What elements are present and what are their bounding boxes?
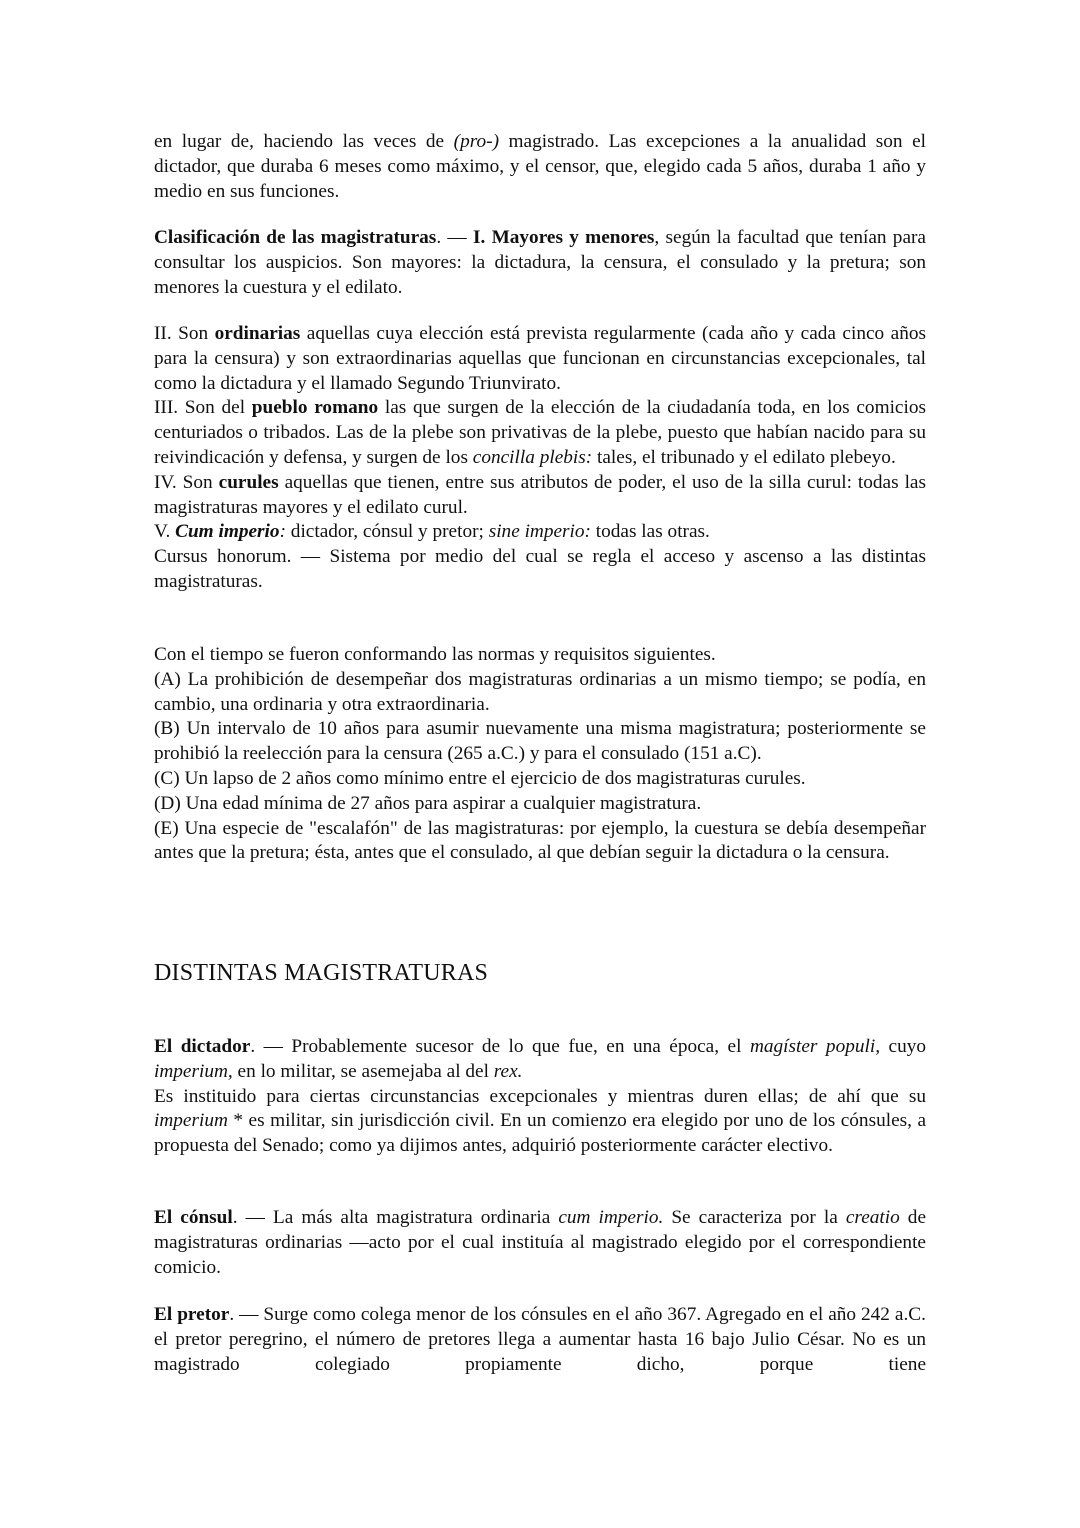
italic-text: (pro-)	[453, 131, 499, 152]
bold-text: pueblo romano	[251, 397, 379, 419]
text-run: . —	[436, 227, 473, 248]
bold-text: Clasificación de las magistraturas	[154, 227, 437, 248]
text-run: Se caracteriza por la	[663, 1207, 846, 1228]
text-run: (B) Un intervalo de 10 años para asumir nuevamente una misma magistratura; posteriormente se prohibió la reelección para la censura (265 a.C.) y para el consulado (151 a.C).	[154, 718, 926, 765]
paragraph	[154, 545, 926, 595]
section-requisitos-cursus	[154, 643, 926, 866]
italic-text: imperium,	[154, 1060, 233, 1082]
italic-text: cum imperio.	[558, 1207, 664, 1228]
text-run: tales, el tribunado y el edilato plebeyo.	[592, 446, 896, 468]
italic-text: creatio	[845, 1207, 900, 1228]
paragraph	[154, 130, 926, 204]
paragraph	[154, 226, 926, 300]
text-run: cuyo	[880, 1036, 926, 1057]
text-run: Con el tiempo se fueron conformando las normas y requisitos siguientes.	[154, 644, 716, 665]
bold-text: El pretor	[154, 1304, 230, 1325]
text-run: en lo militar, se asemejaba al del	[232, 1060, 494, 1082]
section-tipos-magistraturas	[154, 322, 926, 595]
text-run: de magistraturas ordinarias —acto por el cual instituía al magistrado elegido por el correspondiente comicio.	[154, 1207, 927, 1278]
paragraph	[154, 668, 926, 718]
italic-text: :	[279, 521, 286, 543]
paragraph	[154, 322, 926, 396]
text-run: Cursus honorum. — Sistema por medio del cual se regla el acceso y ascenso a las distintas magistraturas.	[154, 546, 926, 592]
text-run: . — La más alta magistratura ordinaria	[232, 1207, 559, 1228]
text-run: . — Probablemente sucesor de lo que fue, en una época, el	[250, 1036, 750, 1057]
italic-text: sine imperio:	[488, 521, 591, 543]
section-intro	[154, 130, 926, 204]
paragraph	[154, 643, 926, 668]
bold-text: curules	[218, 471, 279, 493]
italic-text: concilla plebis:	[472, 446, 593, 468]
paragraph	[154, 1035, 926, 1085]
text-run: las que surgen de la elección de la ciudadanía toda, en los comicios centuriados o tribados. Las de la plebe son privativas de la plebe, puesto que habían nacido para su reivindicación y defensa, y surgen de los	[154, 397, 926, 468]
italic-text: imperium	[154, 1110, 228, 1132]
text-run: * es militar, sin jurisdicción civil. En un comienzo era elegido por uno de los cónsules, a propuesta del Senado; como ya dijimos antes, adquirió posteriormente carácter electivo.	[154, 1110, 926, 1157]
text-run: (C) Un lapso de 2 años como mínimo entre el ejercicio de dos magistraturas curules.	[154, 767, 806, 789]
bold-text: El cónsul	[154, 1207, 233, 1228]
bold-text: ordinarias	[214, 323, 301, 344]
italic-text: rex.	[493, 1060, 523, 1082]
text-run: V.	[154, 521, 176, 543]
text-run: dictador, cónsul y pretor;	[285, 521, 489, 543]
section-dictador	[154, 1035, 926, 1159]
text-run: Es instituido para ciertas circunstancias excepcionales y mientras duren ellas; de ahí que su	[154, 1085, 926, 1107]
section-pretor	[154, 1303, 926, 1377]
paragraph	[154, 520, 926, 545]
section-consul	[154, 1206, 926, 1280]
bold-text: Cum imperio	[175, 521, 280, 543]
text-run: III. Son del	[154, 397, 252, 419]
paragraph	[154, 767, 926, 792]
text-run: en lugar de, haciendo las veces de	[154, 131, 454, 152]
text-run: aquellas que tienen, entre sus atributos de poder, el uso de la silla curul: todas las magistraturas mayores y el edilato curul.	[154, 471, 926, 518]
text-run: , según la facultad que tenían para consultar los auspicios. Son mayores: la dictadura, la censura, el consulado y la pretura; son menores la cuestura y el edilato.	[154, 227, 926, 298]
text-run: (A) La prohibición de desempeñar dos magistraturas ordinarias a un mismo tiempo; se podía, en cambio, una ordinaria y otra extraordinaria.	[154, 668, 926, 715]
paragraph	[154, 1206, 926, 1280]
bold-text: I. Mayores y menores	[472, 227, 655, 248]
section-clasificacion	[154, 226, 926, 300]
bold-text: El dictador	[154, 1036, 251, 1057]
paragraph	[154, 792, 926, 817]
text-run: (D) Una edad mínima de 27 años para aspirar a cualquier magistratura.	[154, 792, 702, 814]
section-heading: DISTINTAS MAGISTRATURAS	[154, 960, 489, 986]
text-run: IV. Son	[154, 471, 219, 493]
paragraph	[154, 817, 926, 867]
text-run: . — Surge como colega menor de los cónsules en el año 367. Agregado en el año 242 a.C. el pretor peregrino, el número de pretores llega a aumentar hasta 16 bajo Julio César. No es un magistrado colegiado propiamente dicho, porque tiene	[154, 1304, 926, 1375]
text-run: todas las otras.	[590, 521, 710, 543]
text-run: aquellas cuya elección está prevista regularmente (cada año y cada cinco años para la censura) y son extraordinarias aquellas que funcionan en circunstancias excepcionales, tal como la dictadura y el llamado Segundo Triunvirato.	[154, 323, 926, 394]
paragraph	[154, 396, 926, 470]
paragraph	[154, 1303, 926, 1377]
italic-text: magíster populi,	[749, 1036, 881, 1057]
text-run: magistrado. Las excepciones a la anualidad son el dictador, que duraba 6 meses como máximo, y el censor, que, elegido cada 5 años, duraba 1 año y medio en sus funciones.	[154, 131, 926, 202]
text-run: (E) Una especie de "escalafón" de las magistraturas: por ejemplo, la cuestura se debía desempeñar antes que la pretura; ésta, antes que el consulado, al que debían seguir la dictadura o la censura.	[154, 817, 926, 864]
paragraph	[154, 1085, 926, 1159]
paragraph	[154, 471, 926, 521]
text-run: II. Son	[154, 323, 215, 344]
paragraph	[154, 717, 926, 767]
